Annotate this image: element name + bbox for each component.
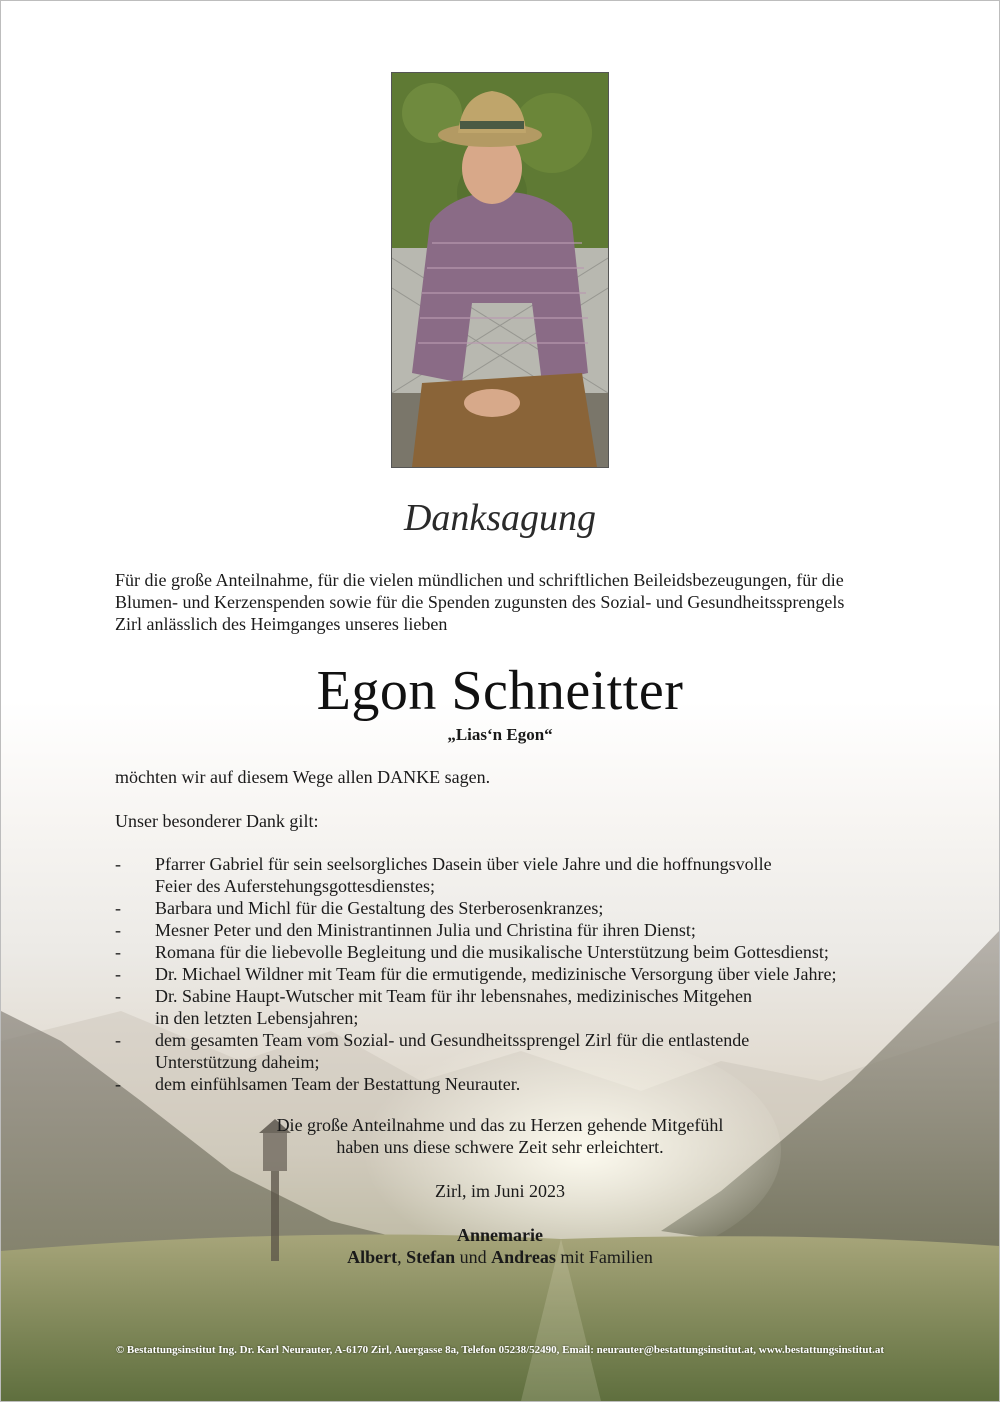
list-item — [115, 919, 935, 941]
list-item-line: Romana für die liebevolle Begleitung und die musikalische Unterstützung beim Gottesdienst; — [155, 942, 829, 962]
intro-line: Für die große Anteilnahme, für die vielen mündlichen und schriftlichen Beileidsbezeugungen, für die — [115, 570, 844, 590]
list-item-line: dem einfühlsamen Team der Bestattung Neurauter. — [155, 1074, 521, 1094]
signature-separator: und — [455, 1247, 492, 1267]
list-item-line: dem gesamten Team vom Sozial- und Gesundheitssprengel Zirl für die entlastende — [155, 1030, 750, 1050]
bullet-dash: - — [115, 920, 121, 940]
thanks-list — [115, 853, 935, 1095]
closing-text — [1, 1114, 999, 1158]
list-item-line: Dr. Sabine Haupt-Wutscher mit Team für ihr lebensnahes, medizinisches Mitgehen — [155, 986, 753, 1006]
list-item-line: Dr. Michael Wildner mit Team für die ermutigende, medizinische Versorgung über viele Jahre; — [155, 964, 837, 984]
list-item-line: in den letzten Lebensjahren; — [155, 1008, 359, 1028]
signature-primary — [1, 1224, 999, 1246]
signatures — [1, 1224, 999, 1268]
list-item — [115, 1073, 935, 1095]
intro-line: Zirl anlässlich des Heimganges unseres lieben — [115, 614, 448, 634]
intro-text — [115, 569, 915, 635]
bullet-dash: - — [115, 854, 121, 874]
list-item-line: Unterstützung daheim; — [155, 1052, 320, 1072]
signature-suffix: mit Familien — [555, 1247, 653, 1267]
intro-line: Blumen- und Kerzenspenden sowie für die Spenden zugunsten des Sozial- und Gesundheitssprengels — [115, 592, 845, 612]
list-item-line: Barbara und Michl für die Gestaltung des Sterberosenkranzes; — [155, 898, 604, 918]
place-date: Zirl, im Juni 2023 — [435, 1181, 565, 1201]
bullet-dash: - — [115, 942, 121, 962]
special-thanks-label: Unser besonderer Dank gilt: — [115, 811, 319, 831]
deceased-name: Egon Schneitter — [316, 660, 684, 722]
signature-name-annemarie: Annemarie — [457, 1225, 543, 1245]
bullet-dash: - — [115, 986, 121, 1006]
list-item — [115, 985, 935, 1029]
signature-name-stefan: Stefan — [406, 1247, 456, 1267]
bullet-dash: - — [115, 964, 121, 984]
deceased-nickname: „Lias‘n Egon“ — [447, 725, 553, 744]
list-item — [115, 853, 935, 897]
bullet-dash: - — [115, 1074, 121, 1094]
portrait-photo — [391, 72, 609, 468]
signature-family-line — [1, 1246, 999, 1268]
list-item-line: Mesner Peter und den Ministrantinnen Julia und Christina für ihren Dienst; — [155, 920, 696, 940]
thanks-line: möchten wir auf diesem Wege allen DANKE sagen. — [115, 767, 491, 787]
signature-name-albert: Albert — [347, 1247, 398, 1267]
list-item — [115, 897, 935, 919]
list-item-line: Pfarrer Gabriel für sein seelsorgliches Dasein über viele Jahre und die hoffnungsvolle — [155, 854, 772, 874]
closing-line: haben uns diese schwere Zeit sehr erleichtert. — [336, 1137, 664, 1157]
signature-separator: , — [397, 1247, 407, 1267]
bullet-dash: - — [115, 898, 121, 918]
list-item-line: Feier des Auferstehungsgottesdienstes; — [155, 876, 435, 896]
page-title: Danksagung — [403, 497, 597, 539]
list-item — [115, 1029, 935, 1073]
bullet-dash: - — [115, 1030, 121, 1050]
portrait-illustration — [392, 73, 608, 467]
list-item — [115, 941, 935, 963]
signature-name-andreas: Andreas — [491, 1247, 556, 1267]
list-item — [115, 963, 935, 985]
closing-line: Die große Anteilnahme und das zu Herzen gehende Mitgefühl — [276, 1115, 724, 1135]
footer-copyright: © Bestattungsinstitut Ing. Dr. Karl Neurauter, A-6170 Zirl, Auergasse 8a, Telefon 05238/52490, Email: neurauter@bestattungsinstitut.at, www.bestattungsinstitut.at — [115, 1344, 885, 1356]
